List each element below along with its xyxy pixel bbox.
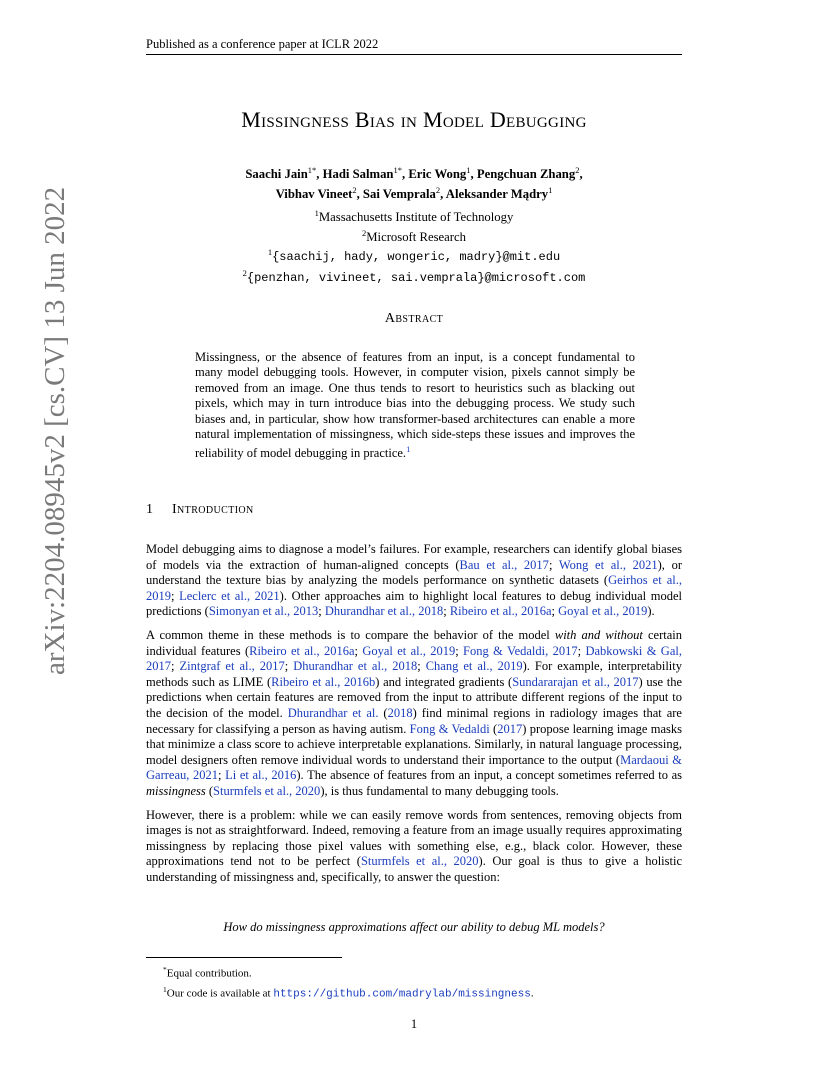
abstract-text: Missingness, or the absence of features from an input, is a concept fundamental to many model debugging tools. However, in computer vision, pixels cannot simply be removed from an image. One thus tends to resort to heuristics such as blacking out pixels, which may in turn introduce bias into the debugging process. We study such biases and, in particular, show how transformer-based architectures can enable a more natural implementation of missingness, which side-steps these issues and improves the reliability of model debugging in practice.$^1$ xyxy=(195,350,635,461)
citation-link[interactable]: Bau et al., 2017 xyxy=(459,557,549,572)
paragraph: However, there is a problem: while we can easily remove words from sentences, removing objects from images is not as straightforward. Indeed, removing a feature from an image usually requires approximating missingness by replacing those pixel values with something else, e.g., black color. However, these approximations tend not to be perfect (Sturmfels et al., 2020). Our goal is thus to give a holistic understanding of missingness and, specifically, to answer the question: xyxy=(146,807,683,884)
citation-link[interactable]: Leclerc et al., 2021 xyxy=(179,588,280,603)
author-mark: 1 xyxy=(548,185,553,196)
citation-link[interactable]: Ribeiro et al., 2016b xyxy=(271,674,376,689)
footnote: *Equal contribution. xyxy=(163,965,252,980)
code-url-link[interactable]: https://github.com/madrylab/missingness xyxy=(273,988,531,1001)
author: Eric Wong xyxy=(408,167,467,182)
citation-link[interactable]: Goyal et al., 2019 xyxy=(558,604,648,619)
author-list: Saachi Jain$^{1*}$, Hadi Salman$^{1*}$, Eric Wong$^1$, Pengchuan Zhang$^2$, Vibhav Vineet$^2$, Sai Vemprala$^2$, Aleksander Mądry$^1$ xyxy=(245,165,583,202)
citation-link[interactable]: Mardaoui & Garreau, 2021 xyxy=(146,752,682,783)
citation-link[interactable]: 2017 xyxy=(497,721,523,736)
paper-title: Missingness Bias in Model Debugging xyxy=(241,107,587,132)
author: Vibhav Vineet xyxy=(275,187,353,202)
section-heading: 1 Introduction xyxy=(146,502,254,517)
author: Sai Vemprala xyxy=(362,187,436,202)
body-text xyxy=(146,542,682,893)
citation-link[interactable]: Sundararajan et al., 2017 xyxy=(512,674,639,689)
citation-link[interactable]: Fong & Vedaldi xyxy=(409,721,490,736)
citation-link[interactable]: Sturmfels et al., 2020 xyxy=(360,854,479,869)
citation-link[interactable]: Wong et al., 2021 xyxy=(558,557,658,572)
footnote-link[interactable]: 1 xyxy=(406,444,411,455)
affiliation-microsoft: Microsoft Research xyxy=(366,229,466,244)
author-mark: 1* xyxy=(393,165,402,175)
author-mark: 2 xyxy=(352,185,357,196)
citation-link[interactable]: Ribeiro et al., 2016a xyxy=(449,604,552,619)
author-mark: 1* xyxy=(307,165,317,175)
author-mark: 1 xyxy=(466,165,471,175)
citation-link[interactable]: Ribeiro et al., 2016a xyxy=(249,643,355,658)
citation-link[interactable]: 2018 xyxy=(387,705,413,720)
author: Hadi Salman xyxy=(322,167,394,182)
citation-link[interactable]: Goyal et al., 2019 xyxy=(362,643,456,658)
citation-link[interactable]: Sturmfels et al., 2020 xyxy=(213,783,321,798)
citation-link[interactable]: Dhurandhar et al., 2018 xyxy=(293,659,418,674)
research-question: How do missingness approximations affect our ability to debug ML models? xyxy=(223,920,605,934)
citation-link[interactable]: Zintgraf et al., 2017 xyxy=(179,659,285,674)
citation-link[interactable]: Simonyan et al., 2013 xyxy=(208,604,319,619)
citation-link[interactable]: Dhurandhar et al., 2018 xyxy=(324,604,444,619)
footnote-divider xyxy=(146,957,342,958)
author: Saachi Jain xyxy=(245,167,308,182)
citation-link[interactable]: Fong & Vedaldi, 2017 xyxy=(463,643,578,658)
citation-link[interactable]: Li et al., 2016 xyxy=(225,768,297,783)
author: Pengchuan Zhang xyxy=(476,167,576,182)
affiliations: $^1$Massachusetts Institute of Technology $^2$Microsoft Research $^1${saachij, hady, wongeric, madry}@mit.edu $^2${penzhan, vivineet, sai.vemprala}@microsoft.com xyxy=(242,208,586,286)
abstract-heading: Abstract xyxy=(384,311,444,326)
citation-link[interactable]: Geirhos et al., 2019 xyxy=(146,573,682,603)
author-mark: 2 xyxy=(575,165,580,175)
arxiv-stamp: arXiv:2204.08945v2 [cs.CV] 13 Jun 2022 xyxy=(39,186,71,675)
running-header: Published as a conference paper at ICLR 2022 xyxy=(146,36,682,55)
author-mark: 2 xyxy=(435,185,441,196)
footnotes xyxy=(163,962,683,1002)
citation-link[interactable]: Chang et al., 2019 xyxy=(425,659,523,674)
footnote: $^1$Our code is available at https://github.com/madrylab/missingness. xyxy=(163,984,534,1001)
affiliation-mit: Massachusetts Institute of Technology xyxy=(318,210,514,225)
citation-link[interactable]: Dabkowski & Gal, 2017 xyxy=(146,643,682,674)
page-number: 1 xyxy=(410,1017,418,1031)
email-mit: {saachij, hady, wongeric, madry}@mit.edu xyxy=(272,250,561,265)
paragraph: Model debugging aims to diagnose a model’s failures. For example, researchers can identify global biases of models via the extraction of human-aligned concepts (Bau et al., 2017; Wong et al., 2021), or understand the texture bias by analyzing the models performance on synthetic datasets (Geirhos et al., 2019; Leclerc et al., 2021). Other approaches aim to highlight local features to debug individual model predictions (Simonyan et al., 2013; Dhurandhar et al., 2018; Ribeiro et al., 2016a; Goyal et al., 2019). xyxy=(146,542,682,619)
citation-link[interactable]: Dhurandhar et al. xyxy=(287,705,379,720)
author: Aleksander Mądry xyxy=(445,187,549,202)
paragraph: A common theme in these methods is to compare the behavior of the model with and without certain individual features (Ribeiro et al., 2016a; Goyal et al., 2019; Fong & Vedaldi, 2017; Dabkowski & Gal, 2017; Zintgraf et al., 2017; Dhurandhar et al., 2018; Chang et al., 2019). For example, interpretability methods such as LIME (Ribeiro et al., 2016b) and integrated gradients (Sundararajan et al., 2017) use the predictions when certain features are removed from the input to attribute different regions of the input to the decision of the model. Dhurandhar et al. (2018) find minimal regions in radiology images that are necessary for classifying a person as having autism. Fong & Vedaldi (2017) propose learning image masks that minimize a class score to achieve interpretable explanations. Similarly, in natural language processing, model designers often remove individual words to understand their importance to the output (Mardaoui & Garreau, 2021; Li et al., 2016). The absence of features from an input, a concept sometimes referred to as missingness (Sturmfels et al., 2020), is thus fundamental to many debugging tools. xyxy=(146,627,682,798)
email-microsoft: {penzhan, vivineet, sai.vemprala}@microsoft.com xyxy=(246,271,586,286)
